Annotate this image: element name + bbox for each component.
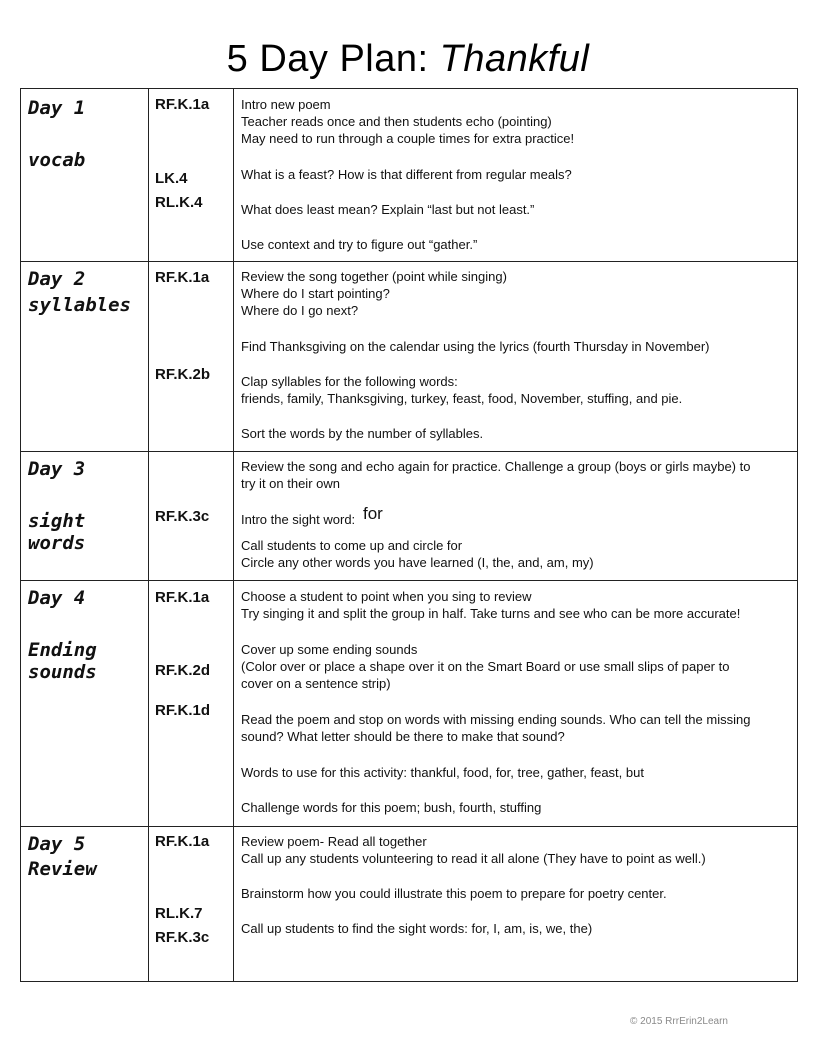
activities-cell (234, 452, 798, 581)
activity-text: Use context and try to figure out “gather.” (241, 237, 478, 252)
activity-text: Clap syllables for the following words: friends, family, Thanksgiving, turkey, feast, food, November, stuffing, and pie. (241, 374, 683, 406)
plan-table (20, 88, 798, 982)
day-cell (21, 89, 149, 262)
standard: RF.K.2d (155, 662, 211, 679)
activity-text: Brainstorm how you could illustrate this poem to prepare for poetry center. (241, 886, 667, 901)
standards-cell (149, 89, 234, 262)
day-topic: sight words (28, 510, 86, 554)
day-label: Day 3 (28, 458, 86, 480)
standard: RF.K.1a (155, 96, 210, 113)
activity-text: Call students to come up and circle for Circle any other words you have learned (I, the, and, am, my) (241, 538, 594, 570)
activity-text: Choose a student to point when you sing to review Try singing it and split the group in half. Take turns and see who can be more accurate! (241, 589, 741, 621)
day-label: Day 5 (28, 833, 86, 855)
activities-cell (234, 262, 798, 452)
standard: RF.K.1a (155, 833, 210, 850)
day-topic: syllables (28, 294, 131, 316)
standard: RF.K.1d (155, 702, 211, 719)
activity-text: Review poem- Read all together Call up any students volunteering to read it all alone (They have to point as well.) (241, 834, 706, 866)
activity-text: Find Thanksgiving on the calendar using the lyrics (fourth Thursday in November) (241, 339, 710, 354)
activity-text: Review the song and echo again for practice. Challenge a group (boys or girls maybe) to try it on their own (241, 459, 751, 491)
day-row-2 (21, 262, 798, 452)
day-label: Day 2 (28, 268, 86, 290)
day-label: Day 4 (28, 587, 86, 609)
activities-cell (234, 827, 798, 982)
activity-text: Call up students to find the sight words: for, I, am, is, we, the) (241, 921, 593, 936)
day-topic: Ending sounds (28, 639, 97, 683)
standard: RF.K.3c (155, 929, 210, 946)
standard: RF.K.3c (155, 508, 210, 525)
standards-cell (149, 827, 234, 982)
activity-text: Cover up some ending sounds (Color over or place a shape over it on the Smart Board or use small slips of paper to cover on a sentence strip) (241, 642, 730, 691)
day-cell (21, 827, 149, 982)
standard: RF.K.1a (155, 589, 210, 606)
standard: RL.K.4 (155, 194, 203, 211)
day-row-3 (21, 452, 798, 581)
day-row-1 (21, 89, 798, 262)
activity-text: Intro the sight word: (241, 512, 356, 527)
standard: LK.4 (155, 170, 188, 187)
copyright-footer: © 2015 RrrErin2Learn (630, 1016, 728, 1027)
standards-cell (149, 581, 234, 827)
activities-cell (234, 581, 798, 827)
title-main: 5 Day Plan: (226, 38, 440, 80)
title-accent: Thankful (439, 38, 590, 80)
day-row-5 (21, 827, 798, 982)
activities-cell (234, 89, 798, 262)
activity-text: Words to use for this activity: thankful, food, for, tree, gather, feast, but (241, 765, 644, 780)
day-topic: vocab (28, 149, 86, 171)
activity-text: Intro new poem Teacher reads once and then students echo (pointing) May need to run through a couple times for extra practice! (241, 97, 575, 146)
standards-cell (149, 452, 234, 581)
standard: RL.K.7 (155, 905, 203, 922)
day-row-4 (21, 581, 798, 827)
activity-text: Read the poem and stop on words with missing ending sounds. Who can tell the missing sound? What letter should be there to make that sound? (241, 712, 751, 744)
day-cell (21, 581, 149, 827)
activity-text: What does least mean? Explain “last but not least.” (241, 202, 535, 217)
activity-text: What is a feast? How is that different from regular meals? (241, 167, 572, 182)
activity-text: Challenge words for this poem; bush, fourth, stuffing (241, 800, 542, 815)
page-title (0, 38, 816, 81)
activity-text: Sort the words by the number of syllables. (241, 426, 484, 441)
day-cell (21, 262, 149, 452)
day-topic: Review (28, 858, 97, 880)
standard: RF.K.1a (155, 269, 210, 286)
standard: RF.K.2b (155, 366, 211, 383)
standards-cell (149, 262, 234, 452)
day-label: Day 1 (28, 97, 86, 119)
day-cell (21, 452, 149, 581)
activity-text: Review the song together (point while singing) Where do I start pointing? Where do I go next? (241, 269, 507, 318)
sight-word: for (363, 504, 383, 523)
